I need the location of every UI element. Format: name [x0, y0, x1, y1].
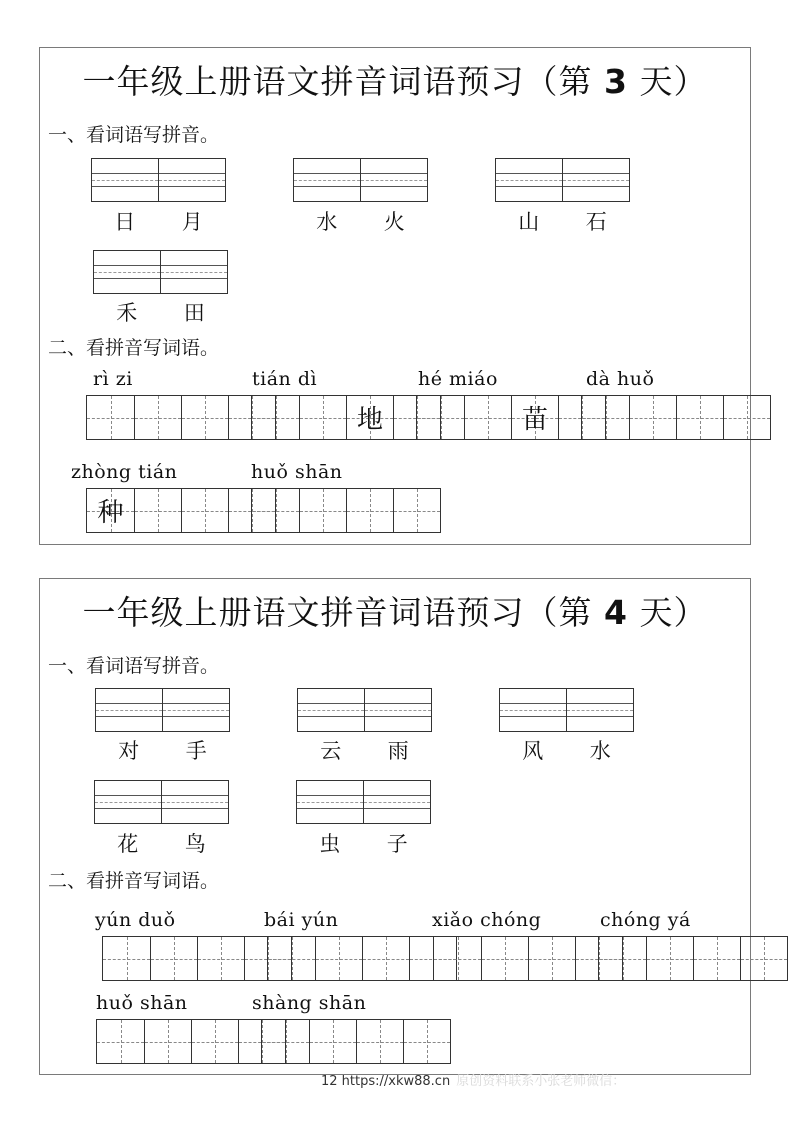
pinyin-label: zhòng tián [71, 461, 178, 483]
grid-cell[interactable] [87, 396, 134, 439]
word-pair [495, 206, 630, 236]
character-writing-grid[interactable] [86, 488, 276, 533]
grid-char: 种 [97, 498, 124, 528]
grid-cell[interactable] [252, 396, 299, 439]
grid-cell[interactable] [403, 1020, 450, 1063]
character-writing-grid[interactable] [261, 1019, 451, 1064]
word-char: 风 [522, 739, 544, 763]
grid-cell[interactable] [740, 937, 787, 980]
word-char: 子 [386, 832, 408, 856]
word-pair [93, 297, 228, 327]
word-char: 石 [585, 210, 607, 234]
grid-cell[interactable] [646, 937, 693, 980]
pinyin-label: bái yún [264, 909, 339, 931]
word-char: 对 [118, 739, 140, 763]
grid-cell[interactable] [481, 937, 528, 980]
character-writing-grid[interactable] [598, 936, 788, 981]
part2-heading: 二、看拼音写词语。 [48, 870, 220, 892]
grid-cell[interactable] [511, 396, 558, 439]
part2-heading: 二、看拼音写词语。 [48, 337, 220, 359]
grid-cell[interactable] [150, 937, 197, 980]
word-pair [297, 735, 432, 765]
title-end: 天） [639, 62, 708, 101]
day-number: 4 [604, 593, 628, 632]
grid-cell[interactable] [299, 396, 346, 439]
word-char: 日 [114, 210, 136, 234]
pinyin-label: yún duǒ [95, 909, 176, 931]
grid-cell[interactable] [134, 396, 181, 439]
word-char: 山 [518, 210, 540, 234]
pinyin-writing-grid[interactable] [93, 250, 228, 294]
grid-cell[interactable] [693, 937, 740, 980]
footer-url[interactable]: 12 https://xkw88.cn [321, 1074, 451, 1089]
grid-cell[interactable] [393, 489, 440, 532]
word-char: 水 [316, 210, 338, 234]
grid-char: 地 [356, 405, 383, 435]
grid-cell[interactable] [181, 396, 228, 439]
pinyin-label: rì zi [93, 368, 133, 390]
pinyin-writing-grid[interactable] [499, 688, 634, 732]
pinyin-label: xiǎo chóng [432, 909, 542, 931]
word-char: 火 [383, 210, 405, 234]
grid-cell[interactable] [197, 937, 244, 980]
part1-heading: 一、看词语写拼音。 [48, 655, 220, 677]
character-writing-grid[interactable] [102, 936, 292, 981]
pinyin-label: chóng yá [600, 909, 691, 931]
word-pair [95, 735, 230, 765]
pinyin-writing-grid[interactable] [495, 158, 630, 202]
word-char: 虫 [319, 832, 341, 856]
grid-cell[interactable] [315, 937, 362, 980]
word-pair [94, 828, 229, 858]
watermark-text: 原创资料联系小张老师微信： [456, 1074, 626, 1089]
grid-cell[interactable] [144, 1020, 191, 1063]
word-char: 田 [183, 301, 205, 325]
pinyin-writing-grid[interactable] [296, 780, 431, 824]
grid-cell[interactable] [252, 489, 299, 532]
grid-cell[interactable] [134, 489, 181, 532]
grid-cell[interactable] [723, 396, 770, 439]
grid-cell[interactable] [87, 489, 134, 532]
pinyin-label: dà huǒ [586, 368, 655, 390]
pinyin-label: huǒ shān [251, 461, 343, 483]
word-pair [296, 828, 431, 858]
pinyin-writing-grid[interactable] [297, 688, 432, 732]
character-writing-grid[interactable] [251, 488, 441, 533]
pinyin-label: hé miáo [418, 368, 498, 390]
pinyin-writing-grid[interactable] [95, 688, 230, 732]
pinyin-label: shàng shān [252, 992, 367, 1014]
worksheet-title [40, 56, 750, 103]
character-writing-grid[interactable] [86, 395, 276, 440]
grid-cell[interactable] [582, 396, 629, 439]
word-char: 水 [589, 739, 611, 763]
word-char: 鸟 [184, 832, 206, 856]
grid-cell[interactable] [346, 489, 393, 532]
grid-cell[interactable] [464, 396, 511, 439]
word-pair [91, 206, 226, 236]
grid-cell[interactable] [417, 396, 464, 439]
grid-cell[interactable] [356, 1020, 403, 1063]
grid-cell[interactable] [97, 1020, 144, 1063]
pinyin-writing-grid[interactable] [293, 158, 428, 202]
word-char: 雨 [387, 739, 409, 763]
grid-cell[interactable] [262, 1020, 309, 1063]
word-char: 月 [181, 210, 203, 234]
day-number: 3 [604, 62, 628, 101]
grid-cell[interactable] [299, 489, 346, 532]
word-char: 花 [117, 832, 139, 856]
word-pair [293, 206, 428, 236]
grid-cell[interactable] [191, 1020, 238, 1063]
grid-cell[interactable] [434, 937, 481, 980]
pinyin-writing-grid[interactable] [91, 158, 226, 202]
word-char: 云 [320, 739, 342, 763]
character-writing-grid[interactable] [267, 936, 457, 981]
part1-heading: 一、看词语写拼音。 [48, 124, 220, 146]
grid-cell[interactable] [528, 937, 575, 980]
grid-cell[interactable] [676, 396, 723, 439]
grid-cell[interactable] [181, 489, 228, 532]
character-writing-grid[interactable] [251, 395, 441, 440]
title-text: 一年级上册语文拼音词语预习（第 [82, 593, 593, 632]
character-writing-grid[interactable] [96, 1019, 286, 1064]
character-writing-grid[interactable] [433, 936, 623, 981]
grid-char: 苗 [521, 405, 548, 435]
grid-cell[interactable] [599, 937, 646, 980]
pinyin-label: tián dì [252, 368, 318, 390]
page-footer [321, 1070, 625, 1089]
character-writing-grid[interactable] [416, 395, 606, 440]
worksheet-day-3 [39, 47, 751, 545]
grid-cell[interactable] [103, 937, 150, 980]
grid-cell[interactable] [362, 937, 409, 980]
grid-cell[interactable] [346, 396, 393, 439]
grid-cell[interactable] [268, 937, 315, 980]
title-end: 天） [639, 593, 708, 632]
worksheet-title [40, 587, 750, 634]
worksheet-day-4 [39, 578, 751, 1075]
word-char: 手 [185, 739, 207, 763]
pinyin-writing-grid[interactable] [94, 780, 229, 824]
word-char: 禾 [116, 301, 138, 325]
pinyin-label: huǒ shān [96, 992, 188, 1014]
character-writing-grid[interactable] [581, 395, 771, 440]
grid-cell[interactable] [309, 1020, 356, 1063]
title-text: 一年级上册语文拼音词语预习（第 [82, 62, 593, 101]
grid-cell[interactable] [629, 396, 676, 439]
word-pair [499, 735, 634, 765]
